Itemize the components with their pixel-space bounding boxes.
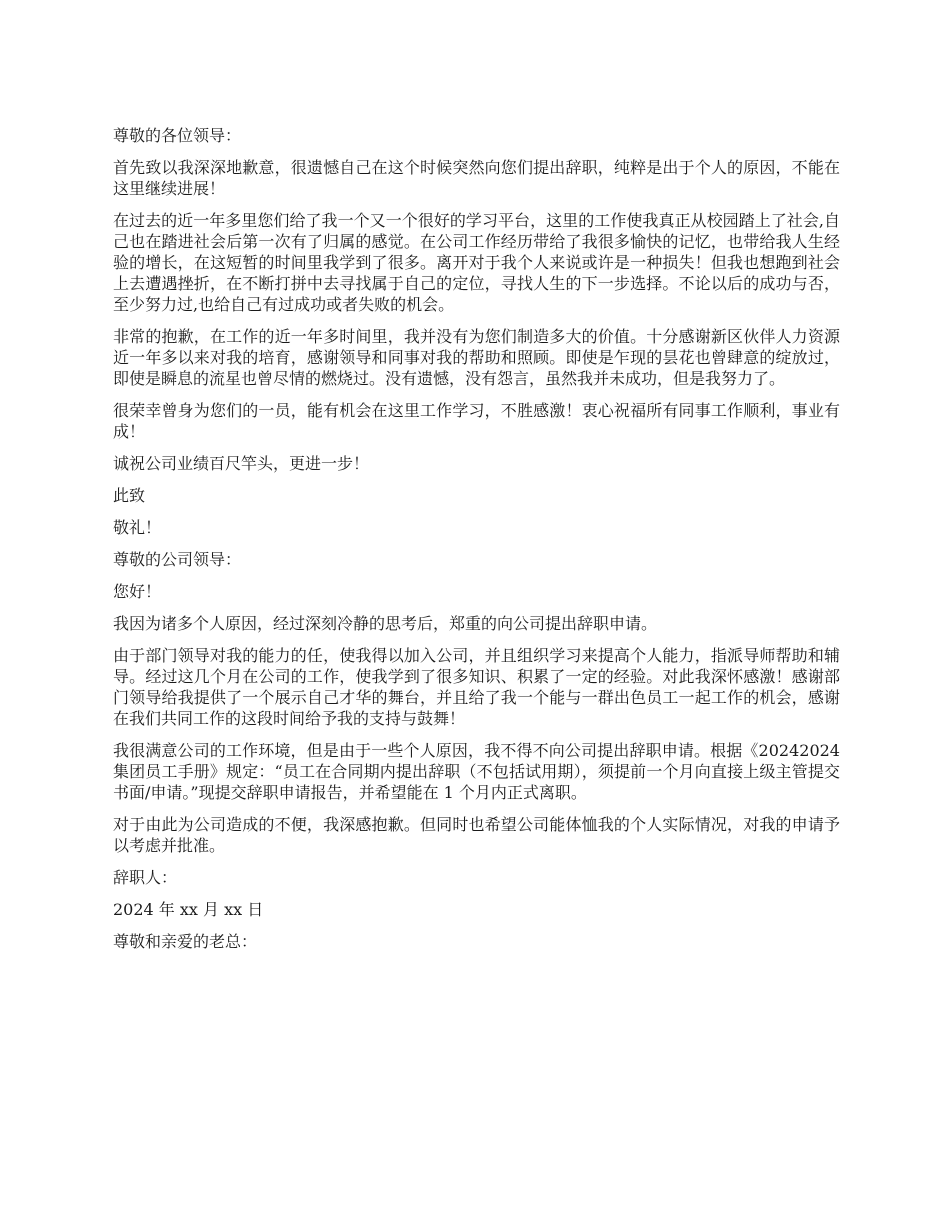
date-line: 2024 年 xx 月 xx 日 xyxy=(113,900,264,919)
policy-paragraph: 我很满意公司的工作环境，但是由于一些个人原因，我不得不向公司提出辞职申请。根据《20242024 集团员工手册》规定：“员工在合同期内提出辞职（不包括试用期），须提前一个月向直接上级主管提交书面/申请。”现提交辞职申请报告，并希望能在 1 个月内正式离职。 xyxy=(113,741,840,802)
greeting: 您好！ xyxy=(113,582,162,601)
salutation-leaders: 尊敬的各位领导： xyxy=(113,126,242,145)
closing-jingli: 敬礼！ xyxy=(113,518,162,537)
honor-paragraph: 很荣幸曾身为您们的一员，能有机会在这里工作学习，不胜感激！衷心祝福所有同事工作顺利，事业有成！ xyxy=(113,401,840,441)
salutation-company: 尊敬的公司领导： xyxy=(113,550,242,569)
wish-paragraph: 诚祝公司业绩百尺竿头，更进一步！ xyxy=(113,454,370,473)
apology-paragraph: 首先致以我深深地歉意，很遗憾自己在这个时候突然向您们提出辞职，纯粹是出于个人的原因，不能在这里继续进展！ xyxy=(113,158,840,198)
signature-label: 辞职人： xyxy=(113,868,178,887)
resignation-statement: 我因为诸多个人原因，经过深刻冷静的思考后，郑重的向公司提出辞职申请。 xyxy=(113,614,658,633)
salutation-boss: 尊敬和亲爱的老总： xyxy=(113,932,258,951)
closing-cizhi: 此致 xyxy=(113,486,146,505)
experience-paragraph: 在过去的近一年多里您们给了我一个又一个很好的学习平台，这里的工作使我真正从校园踏上了社会,自己也在踏进社会后第一次有了归属的感觉。在公司工作经历带给了我很多愉快的记忆，也带给我人生经验的增长，在这短暂的时间里我学到了很多。离开对于我个人来说或许是一种损失！但我也想跑到社会上去遭遇挫折，在不断打拼中去寻找属于自己的定位，寻找人生的下一步选择。不论以后的成功与否，至少努力过,也给自己有过成功或者失败的机会。 xyxy=(113,211,840,314)
thanks-paragraph: 由于部门领导对我的能力的任，使我得以加入公司，并且组织学习来提高个人能力，指派导师帮助和辅导。经过这几个月在公司的工作，使我学到了很多知识、积累了一定的经验。对此我深怀感激！感谢部门领导给我提供了一个展示自己才华的舞台，并且给了我一个能与一群出色员工一起工作的机会，感谢在我们共同工作的这段时间给予我的支持与鼓舞！ xyxy=(113,646,840,728)
gratitude-paragraph: 非常的抱歉，在工作的近一年多时间里，我并没有为您们制造多大的价值。十分感谢新区伙伴人力资源近一年多以来对我的培育，感谢领导和同事对我的帮助和照顾。即使是乍现的昙花也曾肆意的绽放过，即使是瞬息的流星也曾尽情的燃烧过。没有遗憾，没有怨言，虽然我并未成功，但是我努力了。 xyxy=(113,327,840,388)
document-body xyxy=(113,125,840,963)
apology-request-paragraph: 对于由此为公司造成的不便，我深感抱歉。但同时也希望公司能体恤我的个人实际情况，对我的申请予以考虑并批准。 xyxy=(113,815,840,855)
